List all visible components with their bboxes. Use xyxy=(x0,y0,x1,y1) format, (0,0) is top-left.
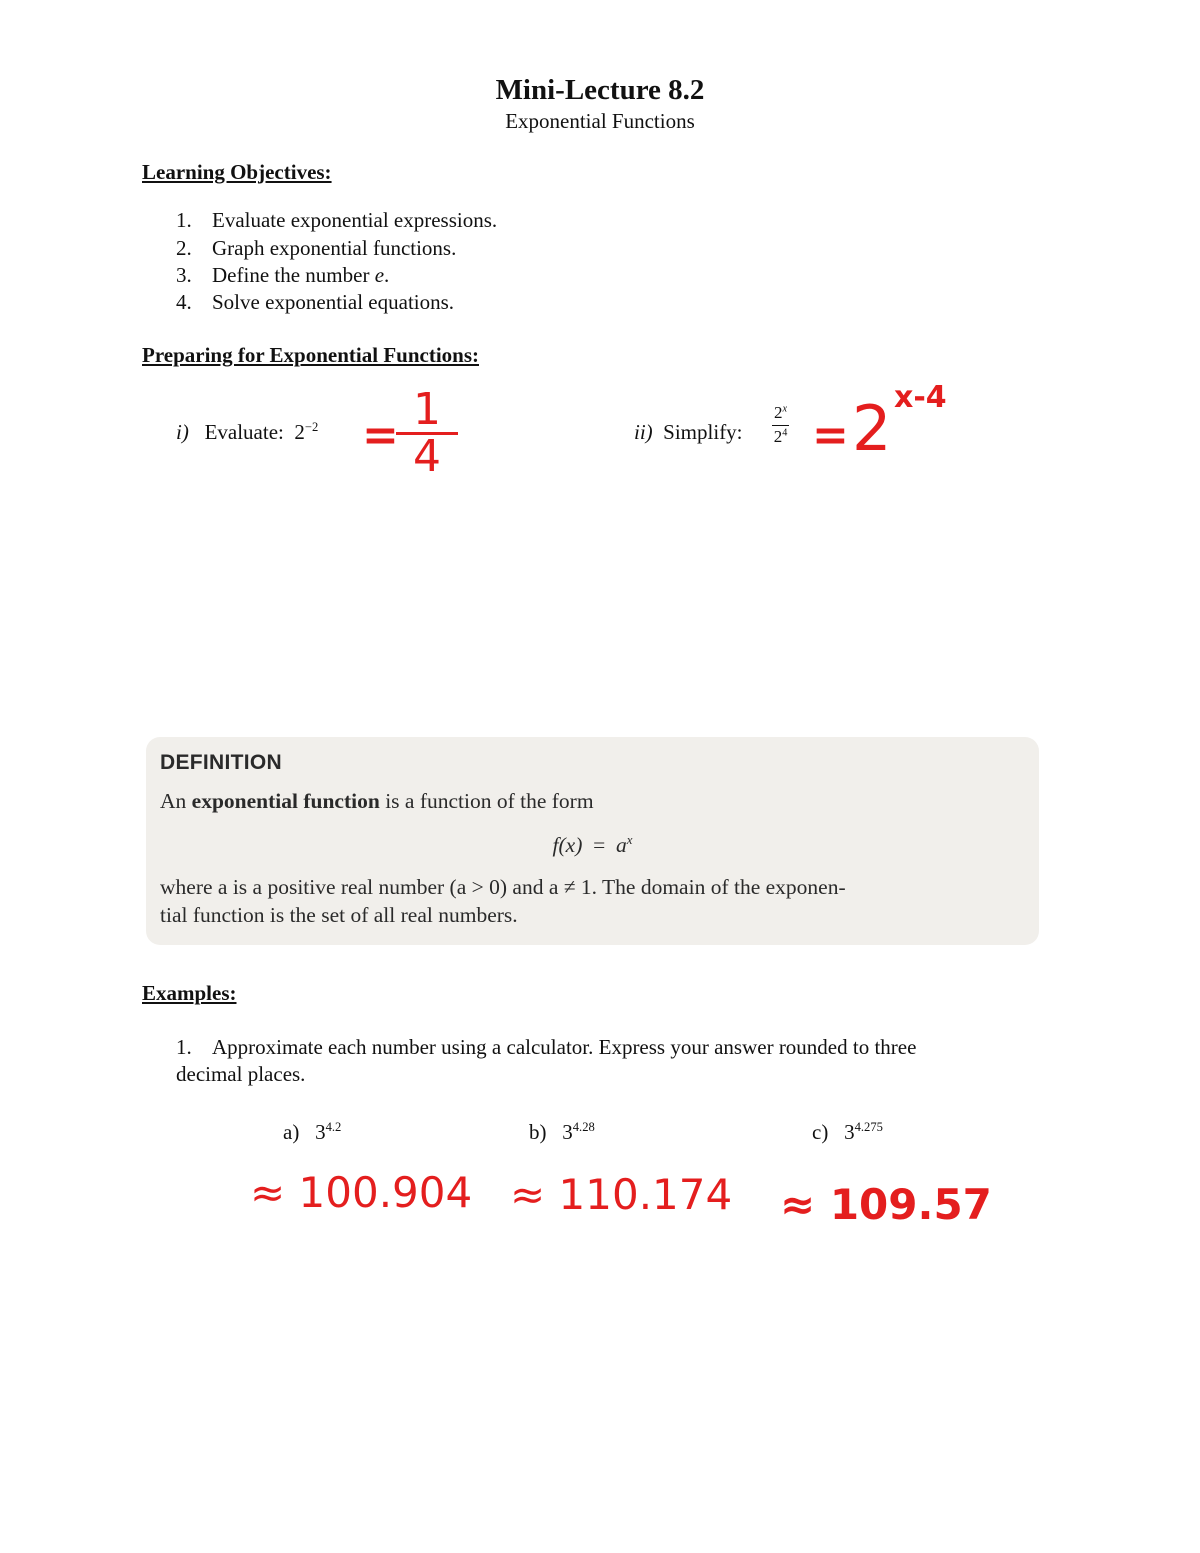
objectives-heading: Learning Objectives: xyxy=(142,160,332,184)
definition-label: DEFINITION xyxy=(160,751,282,774)
definition-box xyxy=(146,737,1039,945)
objective-item: 4. Solve exponential equations. xyxy=(176,290,455,314)
handwritten-exponent: x-4 xyxy=(894,380,947,415)
page-subtitle: Exponential Functions xyxy=(505,109,695,133)
example-part-a: a) $3^{4.2}$ xyxy=(283,1120,342,1144)
example-part-b: b) $3^{4.28}$ xyxy=(529,1120,595,1144)
definition-line-1: An exponential function is a function of the form xyxy=(160,789,594,813)
objective-item: 2. Graph exponential functions. xyxy=(176,236,457,260)
handwritten-equals: = xyxy=(362,410,399,461)
examples-heading: Examples: xyxy=(142,981,237,1005)
handwritten-answer-c: ≈ 109.57 xyxy=(780,1180,992,1229)
handwritten-equals: = xyxy=(812,410,849,461)
example-part-c: c) $3^{4.275}$ xyxy=(812,1120,883,1144)
fraction-2x-over-24: $\frac{2^x}{2^4}$ xyxy=(773,403,788,446)
definition-line-3: where a is a positive real number (a > 0) and a ≠ 1. The domain of the exponen- xyxy=(160,875,846,899)
objective-item: 1. Evaluate exponential expressions. xyxy=(176,208,498,232)
handwritten-fraction: 1 4 xyxy=(396,388,458,479)
problem-ii: ii) Simplify: xyxy=(634,420,743,444)
example-1-text: 1. Approximate each number using a calculator. Express your answer rounded to three xyxy=(176,1035,917,1059)
handwritten-base: 2 xyxy=(852,392,892,465)
problem-i: i) Evaluate: $2^{-2}$ xyxy=(176,420,319,444)
page-title: Mini-Lecture 8.2 xyxy=(495,74,705,106)
example-1-text-cont: decimal places. xyxy=(176,1062,306,1086)
definition-formula: $f(x) = a^x$ xyxy=(552,832,633,857)
objective-item: 3. Define the number e. xyxy=(176,263,390,287)
definition-line-4: tial function is the set of all real numbers. xyxy=(160,903,518,927)
handwritten-answer-a: ≈ 100.904 xyxy=(250,1168,473,1217)
handwritten-answer-b: ≈ 110.174 xyxy=(510,1170,733,1219)
preparing-heading: Preparing for Exponential Functions: xyxy=(142,343,479,367)
